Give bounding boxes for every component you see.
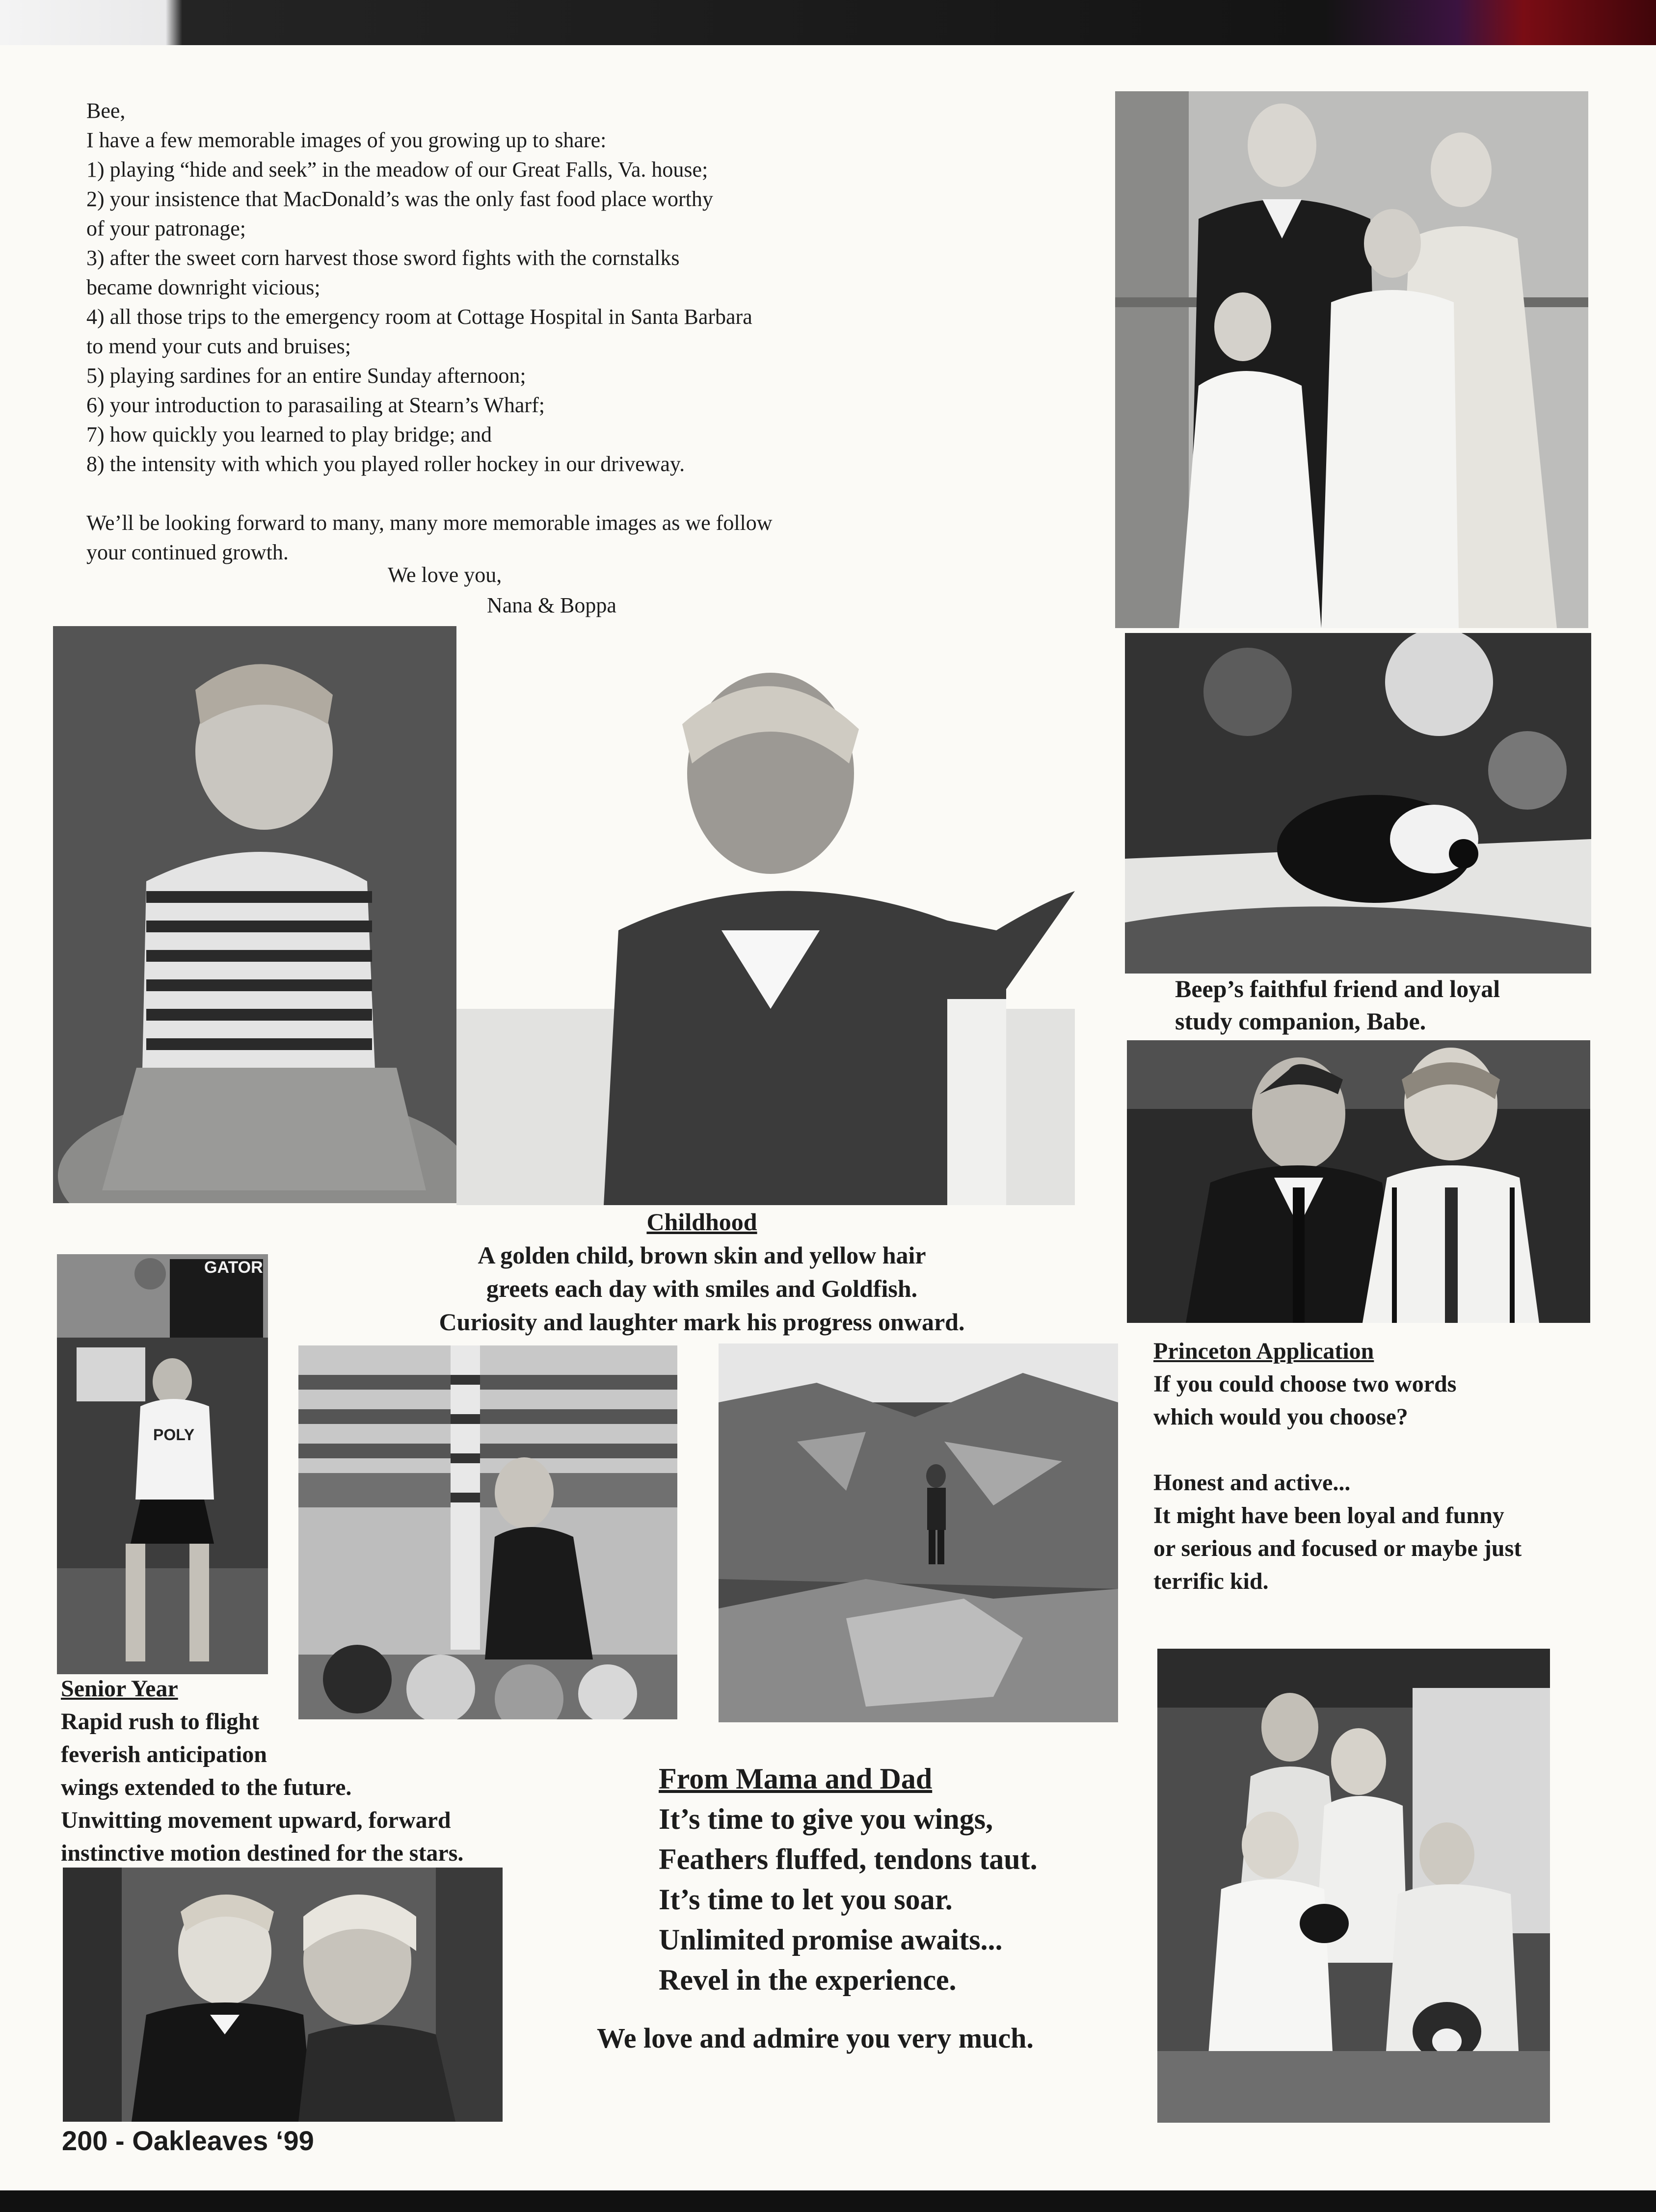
letter-line: 2) your insistence that MacDonald’s was the only fast food place worthy (86, 187, 713, 211)
section-heading: Senior Year (61, 1676, 178, 1702)
photo-grandparents-with-children (1115, 91, 1588, 628)
letter-line: Bee, (86, 99, 126, 123)
photo-ceremony-flag (298, 1345, 677, 1719)
grandparents-letter (86, 96, 950, 567)
poem-line: Unwitting movement upward, forward (61, 1807, 451, 1833)
photo-boy-with-mother (63, 1868, 503, 2122)
letter-line: 1) playing “hide and seek” in the meadow of our Great Falls, Va. house; (86, 158, 708, 182)
letter-line: We’ll be looking forward to many, many more memorable images as we follow (86, 511, 773, 535)
princeton-line: If you could choose two words (1153, 1371, 1457, 1397)
poem-line: Revel in the experience. (659, 1964, 957, 1996)
photo-boy-striped-shirt (53, 626, 458, 1203)
poem-line: instinctive motion destined for the stars. (61, 1840, 464, 1866)
letter-line: 8) the intensity with which you played roller hockey in our driveway. (86, 452, 685, 476)
senior-year-poem (61, 1672, 601, 1870)
poem-line: Unlimited promise awaits... (659, 1923, 1003, 1956)
section-heading: Princeton Application (1153, 1338, 1374, 1364)
letter-line: of your patronage; (86, 216, 246, 240)
poem-line: greets each day with smiles and Goldfish. (486, 1275, 918, 1302)
poem-line: It’s time to give you wings, (659, 1803, 993, 1835)
photo-hiker-on-rocks (719, 1343, 1118, 1722)
letter-line: 5) playing sardines for an entire Sunday afternoon; (86, 364, 526, 388)
poem-line: Feathers fluffed, tendons taut. (659, 1843, 1038, 1875)
photo-father-and-son (1127, 1040, 1590, 1323)
poem-line: A golden child, brown skin and yellow hair (478, 1241, 926, 1269)
letter-line: became downright vicious; (86, 275, 321, 299)
letter-line (86, 479, 950, 508)
letter-signature: Nana & Boppa (487, 593, 616, 617)
mama-and-dad-poem (659, 1759, 1149, 2000)
jersey-lettering: POLY (153, 1426, 195, 1444)
caption-babe (1175, 973, 1568, 1037)
princeton-line: or serious and focused or maybe just (1153, 1535, 1522, 1561)
poem-line: wings extended to the future. (61, 1774, 352, 1800)
photo-boy-life-vest (456, 626, 1075, 1205)
section-heading: From Mama and Dad (659, 1763, 933, 1795)
poem-line: Curiosity and laughter mark his progress onward. (439, 1308, 965, 1336)
photo-family-portrait (1157, 1649, 1550, 2123)
letter-line: I have a few memorable images of you growing up to share: (86, 128, 607, 152)
scan-top-edge (0, 0, 1656, 47)
letter-closing: We love you, (388, 563, 502, 587)
princeton-line: It might have been loyal and funny (1153, 1502, 1504, 1528)
caption-line: Beep’s faithful friend and loyal (1175, 975, 1500, 1002)
poem-line: It’s time to let you soar. (659, 1883, 953, 1916)
scan-bottom-edge (0, 2190, 1656, 2212)
letter-line: 4) all those trips to the emergency room at Cottage Hospital in Santa Barbara (86, 305, 752, 329)
mama-closing: We love and admire you very much. (597, 2022, 1034, 2054)
letter-line: to mend your cuts and bruises; (86, 334, 351, 358)
princeton-line: Honest and active... (1153, 1470, 1351, 1496)
letter-line: 7) how quickly you learned to play bridge; and (86, 422, 492, 447)
poem-line: Rapid rush to flight (61, 1709, 260, 1735)
section-heading: Childhood (646, 1208, 757, 1236)
princeton-application (1153, 1335, 1595, 1598)
poem-line: feverish anticipation (61, 1741, 267, 1767)
princeton-line: which would you choose? (1153, 1404, 1408, 1430)
letter-line: your continued growth. (86, 540, 289, 564)
caption-line: study companion, Babe. (1175, 1007, 1426, 1035)
photo-dog-babe (1125, 633, 1591, 974)
page-number-footer: 200 - Oakleaves ‘99 (62, 2125, 314, 2156)
childhood-poem (402, 1205, 1001, 1339)
photo-basketball (57, 1254, 268, 1674)
princeton-line: terrific kid. (1153, 1568, 1269, 1594)
letter-line: 3) after the sweet corn harvest those sword fights with the cornstalks (86, 246, 680, 270)
scoreboard-sign: GATOR (204, 1258, 263, 1277)
letter-line: 6) your introduction to parasailing at Stearn’s Wharf; (86, 393, 545, 417)
